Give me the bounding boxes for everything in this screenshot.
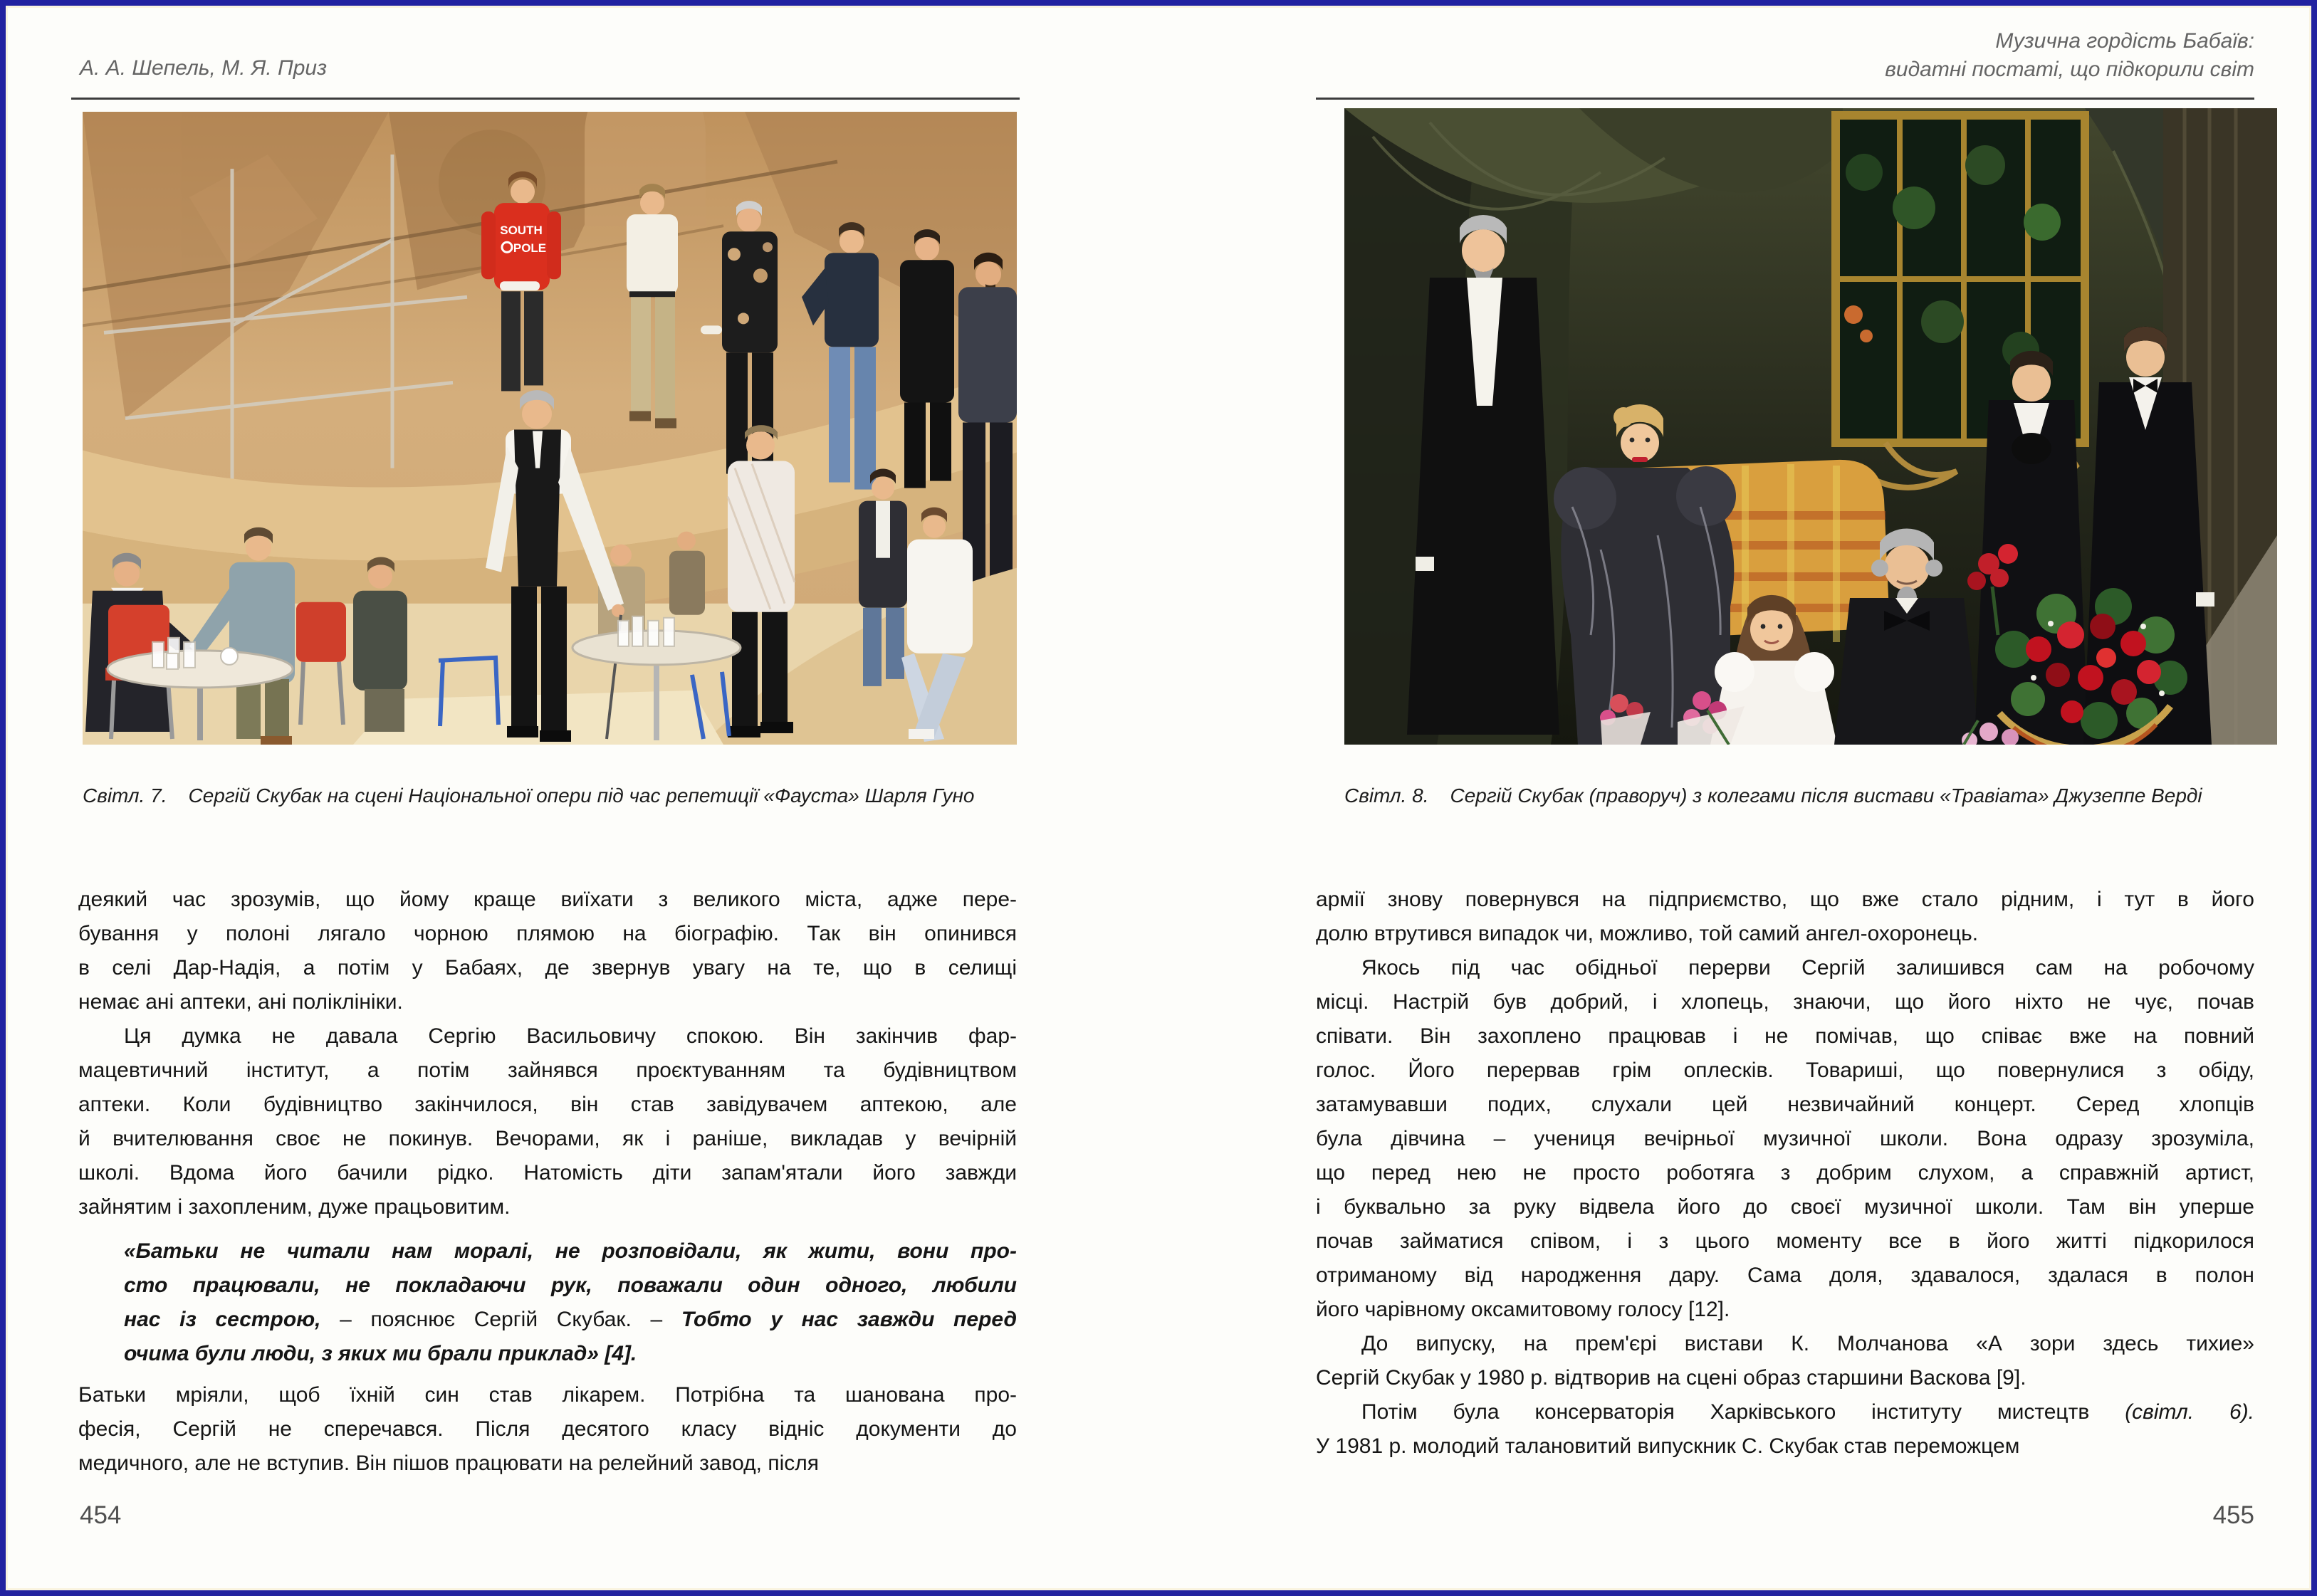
body-line: що перед нею не просто роботяга з добрим слухом, а справжній артист,	[1316, 1161, 2254, 1185]
figure-reference: (світл. 6).	[2125, 1400, 2254, 1424]
body-line: фесія, Сергій не сперечався. Після десятого класу відніс документи до	[78, 1417, 1017, 1441]
shirt-text-pole: POLE	[513, 241, 547, 256]
body-line: й вчителювання своє не покинув. Вечорами, як і раніше, викладав у вечірній	[78, 1127, 1017, 1150]
body-line: його чарівному оксамитовому голосу [12].	[1316, 1298, 1730, 1321]
body-line	[1316, 1395, 2254, 1429]
body-column-left	[78, 883, 1017, 1481]
body-line: У 1981 р. молодий талановитий випускник С. Скубак став переможцем	[1316, 1434, 2020, 1458]
body-line: деякий час зрозумів, що йому краще виїхати з великого міста, адже пере-	[78, 888, 1017, 911]
quote-line: сто працювали, не покладаючи рук, поважали один одного, любили	[124, 1274, 1017, 1297]
running-head-title	[1316, 27, 2254, 84]
body-line: голос. Його перервав грім оплесків. Товариші, що повернулися з обіду,	[1316, 1059, 2254, 1082]
pull-quote	[124, 1234, 1017, 1371]
body-line: медичного, але не вступив. Він пішов працювати на релейний завод, після	[78, 1451, 820, 1475]
quote-line	[124, 1303, 1017, 1337]
running-head-title-line1: Музична гордість Бабаїв:	[1995, 29, 2254, 53]
photo-traviata-cast	[1344, 108, 2277, 745]
body-line: Ця думка не давала Сергію Васильовичу спокою. Він закінчив фар-	[124, 1024, 1017, 1048]
body-line: школі. Вдома його бачили рідко. Натомість діти запам'ятали його завжди	[78, 1161, 1017, 1185]
caption-label: Світл. 8.	[1344, 784, 1429, 807]
running-head-authors: А. А. Шепель, М. Я. Приз	[80, 56, 328, 80]
body-fragment: Потім була консерваторія Харківського інституту мистецтв	[1361, 1400, 2125, 1424]
body-line: почав займатися співом, і з цього моменту все в його житті підкорилося	[1316, 1229, 2254, 1253]
body-line: була дівчина – учениця вечірньої музичної школи. Вона одразу зрозуміла,	[1316, 1127, 2254, 1150]
body-line: бування у полоні лягало чорною плямою на біографію. Так він опинився	[78, 922, 1017, 945]
body-line: аптеки. Коли будівництво закінчилося, він став завідувачем аптекою, але	[78, 1093, 1017, 1116]
body-column-right	[1316, 883, 2254, 1464]
body-line: отриманому від народження дару. Сама доля, здавалося, здалася в полон	[1316, 1264, 2254, 1287]
body-line: затамувавши подих, слухали цей незвичайний концерт. Серед хлопців	[1316, 1093, 2254, 1116]
body-line: місці. Настрій був добрий, і хлопець, знаючи, що його ніхто не чує, почав	[1316, 990, 2254, 1014]
quote-line: «Батьки не читали нам моралі, не розповідали, як жити, вони про-	[124, 1239, 1017, 1263]
body-line: долю втрутився випадок чи, можливо, той самий ангел-охоронець.	[1316, 922, 1979, 945]
body-line: немає ані аптеки, ані поліклініки.	[78, 990, 403, 1014]
body-line: Якось під час обідньої перерви Сергій залишився сам на робочому	[1361, 956, 2254, 980]
header-rule-right	[1316, 98, 2254, 100]
running-head-title-line2: видатні постаті, що підкорили світ	[1885, 58, 2254, 81]
caption-photo-8	[1344, 783, 2279, 809]
body-line: армії знову повернувся на підприємство, що вже стало рідним, і тут в його	[1316, 888, 2254, 911]
quote-attribution: – пояснює Сергій Скубак. –	[340, 1308, 681, 1331]
caption-label: Світл. 7.	[83, 784, 167, 807]
rehearsal-photo-illustration	[83, 112, 1017, 745]
body-line: і буквально за руку відвела його до своєї музичної школи. Там він уперше	[1316, 1195, 2254, 1219]
caption-text: Сергій Скубак (праворуч) з колегами після вистави «Травіата» Джузеппе Верді	[1450, 784, 2202, 807]
shirt-text-south: SOUTH	[500, 224, 543, 238]
traviata-photo-illustration	[1344, 108, 2277, 745]
page-number-right: 455	[2212, 1501, 2254, 1529]
caption-photo-7	[83, 783, 1021, 809]
body-line: мацевтичний інститут, а потім зайнявся проєктуванням та будівництвом	[78, 1059, 1017, 1082]
quote-line: очима були люди, з яких ми брали приклад» [4].	[124, 1342, 637, 1365]
quote-fragment: Тобто у нас завжди перед	[681, 1308, 1017, 1331]
body-line: До випуску, на прем'єрі вистави К. Молчанова «А зори здесь тихие»	[1361, 1332, 2254, 1355]
figure-tailcoat-man-left	[1407, 215, 1559, 735]
body-line: Батьки мріяли, щоб їхній син став лікарем. Потрібна та шанована про-	[78, 1383, 1017, 1407]
body-line: зайнятим і захопленим, дуже працьовитим.	[78, 1195, 511, 1219]
page-number-left: 454	[80, 1501, 122, 1529]
header-rule-left	[71, 98, 1020, 100]
body-line: співати. Він захоплено працював і не помічав, що співає вже на повний	[1316, 1024, 2254, 1048]
quote-fragment: нас із сестрою,	[124, 1308, 340, 1331]
body-line: в селі Дар-Надія, а потім у Бабаях, де звернув увагу на те, що в селищі	[78, 956, 1017, 980]
caption-text: Сергій Скубак на сцені Національної опери під час репетиції «Фауста» Шарля Гуно	[188, 784, 975, 807]
body-line: Сергій Скубак у 1980 р. відтворив на сцені образ старшини Васкова [9].	[1316, 1366, 2026, 1390]
photo-rehearsal-stage	[83, 112, 1017, 745]
